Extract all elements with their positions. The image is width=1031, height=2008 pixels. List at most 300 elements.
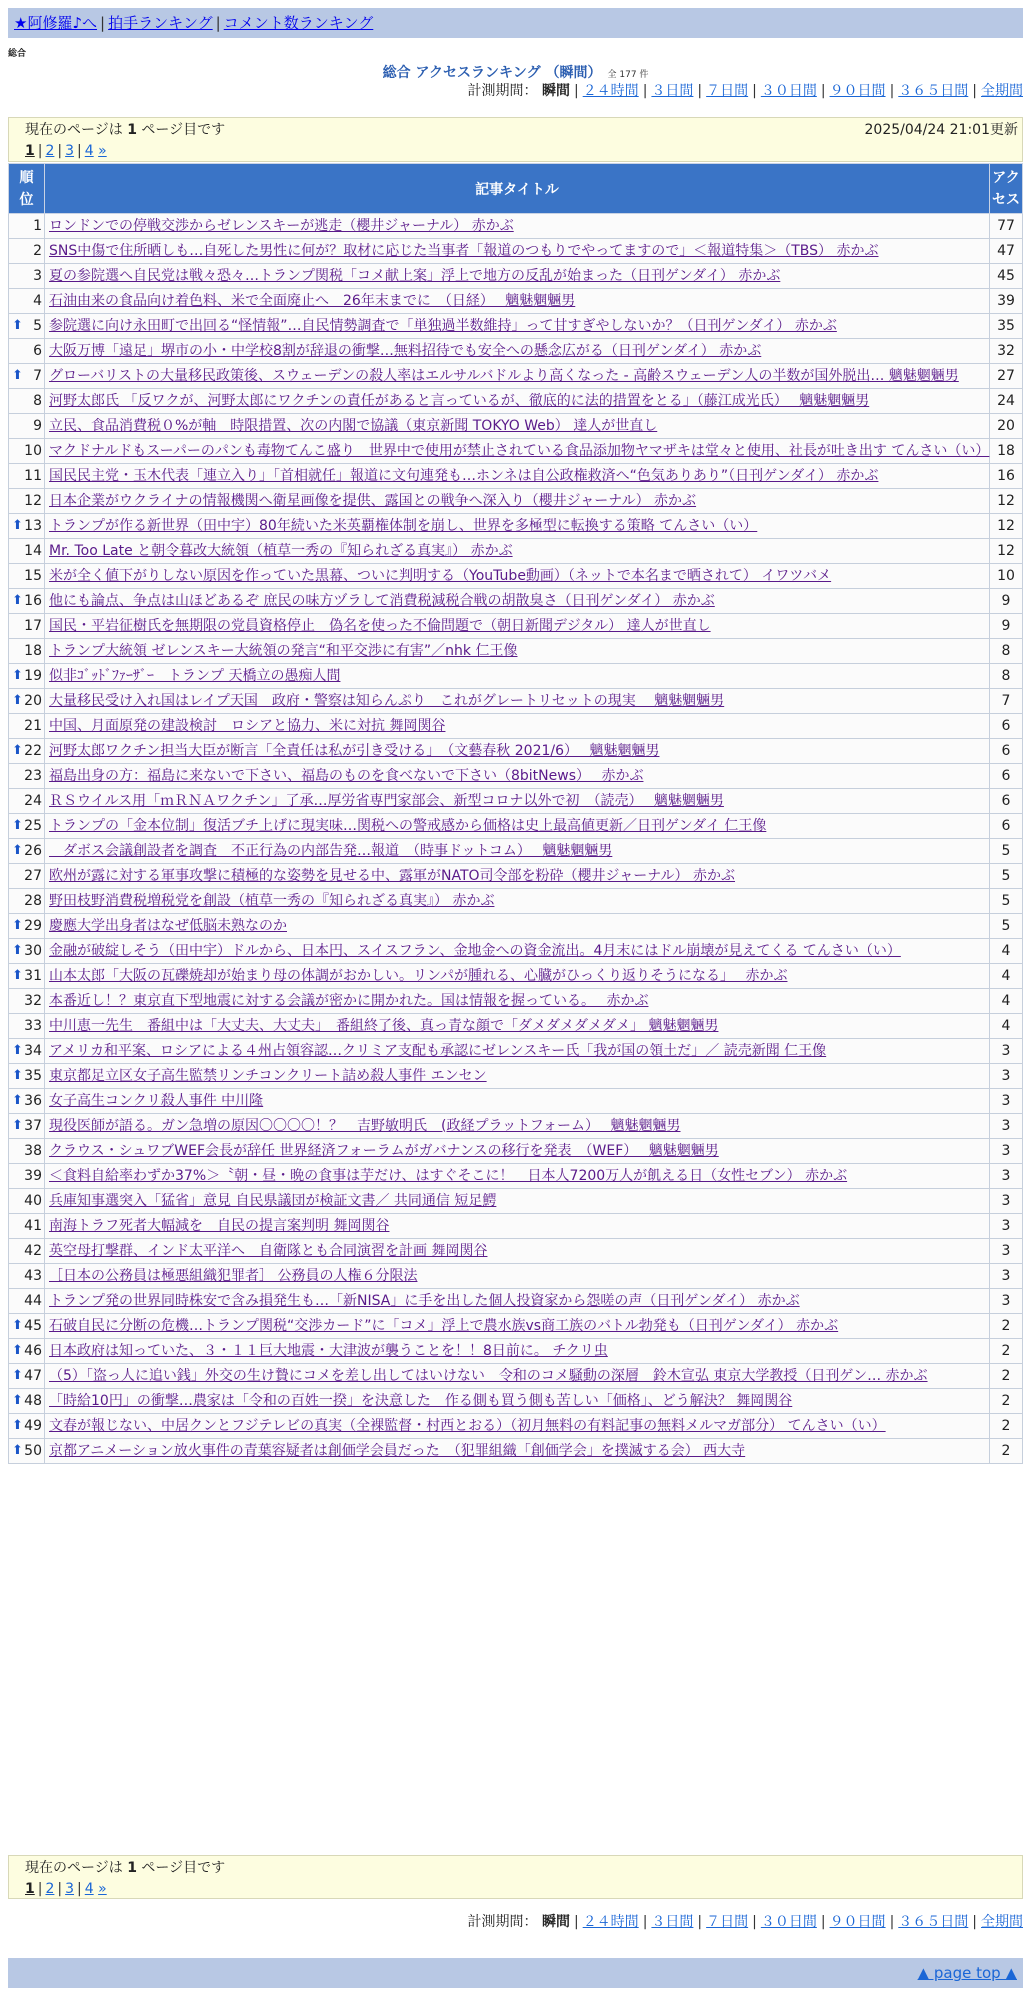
period-link[interactable]: ７日間: [706, 83, 749, 99]
title-cell: [45, 1339, 990, 1364]
access-count: 2: [990, 1339, 1023, 1364]
rank-number: 34: [24, 1043, 42, 1059]
table-row: [9, 239, 1023, 264]
table-row: [9, 864, 1023, 889]
article-link[interactable]: ［日本の公務員は極悪組織犯罪者］ 公務員の人権６分限法: [49, 1268, 418, 1284]
updated-timestamp: 2025/04/24 21:01更新: [864, 122, 1018, 138]
pagination-box-top: [8, 117, 1023, 162]
rank-number: 47: [24, 1368, 42, 1384]
current-page-line: [25, 120, 1006, 141]
period-separator: |: [889, 1914, 895, 1930]
rank-cell: [9, 1039, 45, 1064]
table-row: [9, 889, 1023, 914]
period-separator: |: [972, 83, 977, 99]
table-row: [9, 389, 1023, 414]
article-link[interactable]: 中国、月面原発の建設検討 ロシアと協力、米に対抗 舞岡関谷: [49, 718, 446, 734]
article-link[interactable]: 日本企業がウクライナの情報機関へ衛星画像を提供、露国との戦争へ深入り（櫻井ジャーナル） 赤かぶ: [49, 493, 697, 509]
article-link[interactable]: 参院選に向け永田町で出回る“怪情報”…自民情勢調査で「単独過半数維持」って甘すぎやしないか？（日刊ゲンダイ） 赤かぶ: [49, 318, 837, 334]
title-cell: [45, 1014, 990, 1039]
article-link[interactable]: 国民民主党・玉木代表「連立入り」「首相就任」報道に文句連発も…ホンネは自公政権救済へ“色気ありあり”（日刊ゲンダイ） 赤かぶ: [49, 468, 879, 484]
title-cell: [45, 314, 990, 339]
period-separator: |: [573, 1914, 579, 1930]
article-link[interactable]: （5）「盗っ人に追い銭」外交の生け贄にコメを差し出してはいけない 令和のコメ騒動の深層 鈴木宣弘 東京大学教授（日刊ゲン… 赤かぶ: [49, 1368, 928, 1384]
ranking-title-row: [8, 62, 1023, 82]
article-link[interactable]: 慶應大学出身者はなぜ低脳未熟なのか: [49, 918, 287, 934]
table-row: [9, 1339, 1023, 1364]
bottom-bar: [8, 1958, 1023, 1988]
rank-number: 33: [24, 1018, 42, 1034]
article-link[interactable]: トランプ大統領 ゼレンスキー大統領の発言“和平交渉に有害”／nhk 仁王像: [49, 643, 518, 659]
up-arrow-icon: ⬆: [12, 918, 23, 933]
access-count: 3: [990, 1289, 1023, 1314]
access-count: 77: [990, 214, 1023, 239]
article-link[interactable]: 京都アニメーション放火事件の青葉容疑者は創価学会員だった （犯罪組織「創価学会」を撲滅する会） 西大寺: [49, 1443, 746, 1459]
table-row: [9, 1114, 1023, 1139]
page-link[interactable]: 3: [65, 143, 75, 159]
article-link[interactable]: 石油由来の食品向け着色料、米で全面廃止へ 26年末までに （日経） 魑魅魍魎男: [49, 293, 576, 309]
table-row: [9, 289, 1023, 314]
article-link[interactable]: 米が全く値下がりしない原因を作っていた黒幕、ついに判明する（YouTube動画）（ネットで本名まで晒されて） イワツバメ: [49, 568, 832, 584]
article-link[interactable]: トランプ発の世界同時株安で含み損発生も…「新NISA」に手を出した個人投資家から怨嗟の声（日刊ゲンダイ） 赤かぶ: [49, 1293, 800, 1309]
article-link[interactable]: 野田枝野消費税増税党を創設（植草一秀の『知られざる真実』） 赤かぶ: [49, 893, 495, 909]
access-count: 5: [990, 889, 1023, 914]
rank-cell: [9, 864, 45, 889]
rank-cell: [9, 964, 45, 989]
rank-number: 11: [24, 468, 42, 484]
period-separator: |: [697, 83, 703, 99]
access-count: 8: [990, 639, 1023, 664]
rank-cell: [9, 1314, 45, 1339]
rank-number: 23: [24, 768, 42, 784]
rank-number: 21: [24, 718, 42, 734]
rank-number: 20: [24, 693, 42, 709]
rank-number: 17: [24, 618, 42, 634]
article-link[interactable]: ダボス会議創設者を調査 不正行為の内部告発…報道 （時事ドットコム） 魑魅魍魎男: [49, 843, 613, 859]
article-link[interactable]: グローバリストの大量移民政策後、スウェーデンの殺人率はエルサルバドルより高くなった - 高齢スウェーデン人の半数が国外脱出… 魑魅魍魎男: [49, 368, 959, 384]
rank-cell: [9, 1064, 45, 1089]
access-count: 2: [990, 1364, 1023, 1389]
rank-number: 2: [33, 243, 42, 259]
article-link[interactable]: 大量移民受け入れ国はレイプ天国 政府・警察は知らんぷり これがグレートリセットの現実 魑魅魍魎男: [49, 693, 725, 709]
access-count: 5: [990, 864, 1023, 889]
page-top-link[interactable]: ▲ page top ▲: [917, 1964, 1017, 1982]
title-cell: [45, 1239, 990, 1264]
article-link[interactable]: Mr. Too Late と朝令暮改大統領（植草一秀の『知られざる真実』） 赤かぶ: [49, 543, 513, 559]
title-cell: [45, 389, 990, 414]
access-count: 3: [990, 1264, 1023, 1289]
up-arrow-icon: ⬆: [12, 318, 23, 333]
title-cell: [45, 339, 990, 364]
rank-cell: [9, 1114, 45, 1139]
up-arrow-icon: ⬆: [12, 818, 23, 833]
article-link[interactable]: 立民、食品消費税０%が軸 時限措置、次の内閣で協議（東京新聞 TOKYO Web） 達人が世直し: [49, 418, 658, 434]
rank-cell: [9, 1214, 45, 1239]
article-link[interactable]: 女子高生コンクリ殺人事件 中川隆: [49, 1093, 264, 1109]
rank-number: 9: [33, 418, 42, 434]
current-page-text: 現在のページは: [25, 122, 123, 138]
title-cell: [45, 514, 990, 539]
table-row: [9, 1139, 1023, 1164]
access-count: 47: [990, 239, 1023, 264]
title-cell: [45, 914, 990, 939]
up-arrow-icon: ⬆: [12, 1393, 23, 1408]
title-cell: [45, 814, 990, 839]
article-link[interactable]: 中川恵一先生 番組中は「大丈夫、大丈夫」 番組終了後、真っ青な顔で「ダメダメダメダメ」 魑魅魍魎男: [49, 1018, 719, 1034]
rank-cell: [9, 1364, 45, 1389]
article-link[interactable]: 現役医師が語る。ガン急増の原因〇〇〇〇！？ 吉野敏明氏 (政経プラットフォーム） 魑魅魍魎男: [49, 1118, 681, 1134]
article-link[interactable]: 文春が報じない、中居クンとフジテレビの真実（全裸監督・村西とおる）（初月無料の有料記事の無料メルマガ部分） てんさい（い）: [49, 1418, 886, 1434]
page-next-link[interactable]: »: [98, 143, 107, 159]
access-count: 6: [990, 714, 1023, 739]
rank-number: 32: [24, 993, 42, 1009]
table-row: [9, 914, 1023, 939]
up-arrow-icon: ⬆: [12, 593, 23, 608]
rank-number: 49: [24, 1418, 42, 1434]
article-link[interactable]: ＜食料自給率わずか37%＞〝朝・昼・晩の食事は芋だけ、はすぐそこに！ 日本人7200万人が飢える日（女性セブン） 赤かぶ: [49, 1168, 848, 1184]
title-cell: [45, 1314, 990, 1339]
title-cell: [45, 1289, 990, 1314]
access-count: 20: [990, 414, 1023, 439]
table-row: [9, 264, 1023, 289]
pagination-box-bottom: [8, 1855, 1023, 1899]
period-prefix: 計測期間：: [467, 83, 538, 99]
access-count: 7: [990, 689, 1023, 714]
title-cell: [45, 964, 990, 989]
rank-cell: [9, 839, 45, 864]
title-cell: [45, 539, 990, 564]
page-separator: |: [57, 1881, 63, 1897]
rank-number: 38: [24, 1143, 42, 1159]
page-separator: |: [57, 143, 63, 159]
article-link[interactable]: 英空母打撃群、インド太平洋へ 自衛隊とも合同演習を計画 舞岡関谷: [49, 1243, 488, 1259]
article-link[interactable]: 国民・平岩征樹氏を無期限の党員資格停止 偽名を使った不倫問題で（朝日新聞デジタル） 達人が世直し: [49, 618, 711, 634]
section-label: 総合: [8, 49, 27, 59]
article-link[interactable]: 山本太郎「大阪の瓦礫焼却が始まり母の体調がおかしい。リンパが腫れる、心臓がひっくり返りそうになる」 赤かぶ: [49, 968, 788, 984]
current-page-line: [25, 1858, 1006, 1879]
table-row: [9, 764, 1023, 789]
page-link[interactable]: 3: [65, 1881, 75, 1897]
period-separator: |: [820, 83, 826, 99]
title-cell: [45, 639, 990, 664]
rank-number: 15: [24, 568, 42, 584]
access-count: 32: [990, 339, 1023, 364]
period-link[interactable]: ３日間: [651, 1914, 694, 1930]
period-current: 瞬間: [541, 83, 570, 99]
up-arrow-icon: ⬆: [12, 693, 23, 708]
rank-number: 31: [24, 968, 42, 984]
period-separator: |: [889, 83, 895, 99]
access-count: 4: [990, 964, 1023, 989]
table-row: [9, 689, 1023, 714]
article-link[interactable]: SNS中傷で住所晒しも…自死した男性に何が？取材に応じた当事者「報道のつもりでやってますので」＜報道特集＞（TBS） 赤かぶ: [49, 243, 879, 259]
access-count: 18: [990, 439, 1023, 464]
rank-cell: [9, 214, 45, 239]
rank-cell: [9, 1339, 45, 1364]
page-link-current: 1: [25, 1881, 35, 1897]
article-link[interactable]: 大阪万博「遠足」堺市の小・中学校8割が辞退の衝撃…無料招待でも安全への懸念広がる（日刊ゲンダイ） 赤かぶ: [49, 343, 762, 359]
rank-number: 42: [24, 1243, 42, 1259]
period-separator: |: [642, 1914, 648, 1930]
access-count: 12: [990, 489, 1023, 514]
title-cell: [45, 414, 990, 439]
access-count: 3: [990, 1089, 1023, 1114]
rank-number: 22: [24, 743, 42, 759]
rank-cell: [9, 914, 45, 939]
access-count: 3: [990, 1114, 1023, 1139]
table-row: [9, 639, 1023, 664]
period-link[interactable]: ２４時間: [582, 83, 639, 99]
current-page-text: 現在のページは: [25, 1860, 123, 1876]
up-arrow-icon: ⬆: [12, 968, 23, 983]
page-next-link[interactable]: »: [98, 1881, 107, 1897]
table-row: [9, 464, 1023, 489]
article-link[interactable]: 兵庫知事選突入「猛省」意見 自民県議団が検証文書／ 共同通信 短足鰐: [49, 1193, 497, 1209]
title-cell: [45, 1114, 990, 1139]
article-link[interactable]: 似非ｺﾞｯﾄﾞﾌｧｰｻﾞｰ トランプ 天橋立の愚痴人間: [49, 668, 341, 684]
rank-number: 35: [24, 1068, 42, 1084]
period-link[interactable]: ３０日間: [760, 83, 817, 99]
rank-cell: [9, 814, 45, 839]
table-row: [9, 1314, 1023, 1339]
access-count: 3: [990, 1214, 1023, 1239]
rank-number: 26: [24, 843, 42, 859]
up-arrow-icon: ⬆: [12, 1418, 23, 1433]
period-prefix: 計測期間：: [467, 1914, 538, 1930]
access-count: 12: [990, 514, 1023, 539]
period-link[interactable]: ７日間: [706, 1914, 749, 1930]
period-link[interactable]: 全期間: [981, 83, 1023, 99]
rank-cell: [9, 664, 45, 689]
title-cell: [45, 1089, 990, 1114]
rank-cell: [9, 589, 45, 614]
table-row: [9, 714, 1023, 739]
rank-cell: [9, 489, 45, 514]
period-separator: |: [752, 83, 757, 99]
title-cell: [45, 289, 990, 314]
article-link[interactable]: 河野太郎ワクチン担当大臣が断言「全責任は私が引き受ける」 （文藝春秋 2021/6） 魑魅魍魎男: [49, 743, 660, 759]
title-cell: [45, 714, 990, 739]
table-row: [9, 339, 1023, 364]
article-link[interactable]: 金融が破綻しそう（田中宇）ドルから、日本円、スイスフラン、金地金への資金流出。4月末にはドル崩壊が見えてくる てんさい（い）: [49, 943, 901, 959]
title-cell: [45, 364, 990, 389]
article-link[interactable]: 他にも論点、争点は山ほどあるぞ 庶民の味方ヅラして消費税減税合戦の胡散臭さ（日刊ゲンダイ） 赤かぶ: [49, 593, 715, 609]
title-cell: [45, 1039, 990, 1064]
rank-number: 40: [24, 1193, 42, 1209]
period-link[interactable]: ９０日間: [829, 1914, 886, 1930]
rank-number: 5: [33, 318, 42, 334]
article-link[interactable]: 夏の参院選へ自民党は戦々恐々…トランプ関税「コメ献上案」浮上で地方の反乱が始まった（日刊ゲンダイ） 赤かぶ: [49, 268, 781, 284]
article-link[interactable]: 河野太郎氏 「反ワクが、河野太郎にワクチンの責任があると言っているが、徹底的に法的措置をとる」（藤江成光氏） 魑魅魍魎男: [49, 393, 870, 409]
rank-number: 10: [24, 443, 42, 459]
article-link[interactable]: 「時給10円」の衝撃…農家は「令和の百姓一揆」を決意した 作る側も買う側も苦しい「価格」、どう解決？ 舞岡関谷: [49, 1393, 793, 1409]
table-row: [9, 739, 1023, 764]
title-cell: [45, 1164, 990, 1189]
nav-link-comment-ranking[interactable]: コメント数ランキング: [223, 14, 374, 32]
rank-cell: [9, 764, 45, 789]
title-cell: [45, 789, 990, 814]
access-count: 8: [990, 664, 1023, 689]
page-links: [25, 1879, 1006, 1900]
up-arrow-icon: ⬆: [12, 1443, 23, 1458]
page-separator: |: [77, 1881, 82, 1897]
title-cell: [45, 1139, 990, 1164]
article-link[interactable]: ロンドンでの停戦交渉からゼレンスキーが逃走（櫻井ジャーナル） 赤かぶ: [49, 218, 514, 234]
article-link[interactable]: ＲＳウイルス用「ｍＲＮＡワクチン」了承…厚労省専門家部会、新型コロナ以外で初 （読売） 魑魅魍魎男: [49, 793, 724, 809]
table-row: [9, 1239, 1023, 1264]
title-cell: [45, 589, 990, 614]
article-link[interactable]: 日本政府は知っていた、３・１１巨大地震・大津波が襲うことを！！8日前に。 チクリ虫: [49, 1343, 608, 1359]
access-count: 16: [990, 464, 1023, 489]
table-row: [9, 789, 1023, 814]
table-row: [9, 664, 1023, 689]
table-row: [9, 489, 1023, 514]
table-row: [9, 1039, 1023, 1064]
period-link[interactable]: 全期間: [981, 1914, 1023, 1930]
access-count: 3: [990, 1064, 1023, 1089]
title-cell: [45, 489, 990, 514]
period-link[interactable]: ２４時間: [582, 1914, 639, 1930]
title-cell: [45, 839, 990, 864]
title-cell: [45, 864, 990, 889]
article-link[interactable]: 東京都足立区女子高生監禁リンチコンクリート詰め殺人事件 エンセン: [49, 1068, 487, 1084]
rank-cell: [9, 1414, 45, 1439]
nav-link-asyura[interactable]: ★阿修羅♪へ: [14, 14, 98, 32]
current-page-number: 1: [127, 122, 137, 138]
table-row: [9, 364, 1023, 389]
article-link[interactable]: マクドナルドもスーパーのパンも毒物てんこ盛り 世界中で使用が禁止されている食品添加物ヤマザキは堂々と使用、社長が吐き出す てんさい（い）: [49, 443, 990, 459]
title-cell: [45, 939, 990, 964]
period-separator: |: [752, 1914, 757, 1930]
rank-number: 27: [24, 868, 42, 884]
period-selector-bottom: [468, 1911, 1023, 1931]
page-links: [25, 141, 1006, 162]
table-row: [9, 214, 1023, 239]
rank-number: 41: [24, 1218, 42, 1234]
table-row: [9, 1264, 1023, 1289]
rank-cell: [9, 1264, 45, 1289]
rank-number: 7: [33, 368, 42, 384]
period-link[interactable]: ９０日間: [829, 83, 886, 99]
article-link[interactable]: 石破自民に分断の危機…トランプ関税“交渉カード”に「コメ」浮上で農水族vs商工族のバトル勃発も（日刊ゲンダイ） 赤かぶ: [49, 1318, 839, 1334]
table-row: [9, 614, 1023, 639]
page-link[interactable]: 2: [45, 143, 55, 159]
article-link[interactable]: 欧州が露に対する軍事攻撃に積極的な姿勢を見せる中、露軍がNATO司令部を粉砕（櫻井ジャーナル） 赤かぶ: [49, 868, 736, 884]
article-link[interactable]: 本番近し！？東京直下型地震に対する会議が密かに開かれた。国は情報を握っている。 赤かぶ: [49, 993, 649, 1009]
rank-cell: [9, 464, 45, 489]
title-cell: [45, 1439, 990, 1464]
current-page-number: 1: [127, 1860, 137, 1876]
rank-cell: [9, 889, 45, 914]
article-link[interactable]: クラウス・シュワブWEF会長が辞任 世界経済フォーラムがガバナンスの移行を発表 （WEF） 魑魅魍魎男: [49, 1143, 719, 1159]
access-count: 4: [990, 1014, 1023, 1039]
period-selector-top: [468, 80, 1023, 100]
rank-number: 19: [24, 668, 42, 684]
rank-cell: [9, 239, 45, 264]
rank-cell: [9, 1139, 45, 1164]
up-arrow-icon: ⬆: [12, 518, 23, 533]
period-separator: |: [642, 83, 648, 99]
page-link-current: 1: [25, 143, 35, 159]
title-cell: [45, 1189, 990, 1214]
total-count: 全 177 件: [607, 70, 649, 80]
rank-number: 6: [33, 343, 42, 359]
rank-number: 24: [24, 793, 42, 809]
rank-number: 45: [24, 1318, 42, 1334]
period-link[interactable]: ３６５日間: [898, 1914, 969, 1930]
rank-number: 50: [24, 1443, 42, 1459]
table-row: [9, 814, 1023, 839]
article-link[interactable]: アメリカ和平案、ロシアによる４州占領容認…クリミア支配も承認にゼレンスキー氏「我が国の領土だ」／ 読売新聞 仁王像: [49, 1043, 827, 1059]
title-cell: [45, 1389, 990, 1414]
table-row: [9, 939, 1023, 964]
rank-number: 16: [24, 593, 42, 609]
page-link[interactable]: 4: [84, 1881, 94, 1897]
rank-number: 18: [24, 643, 42, 659]
period-link[interactable]: ３日間: [651, 83, 694, 99]
access-count: 45: [990, 264, 1023, 289]
nav-separator: |: [215, 14, 221, 32]
access-count: 3: [990, 1164, 1023, 1189]
column-header-title: 記事タイトル: [45, 164, 990, 214]
rank-cell: [9, 789, 45, 814]
title-cell: [45, 1214, 990, 1239]
access-count: 2: [990, 1389, 1023, 1414]
up-arrow-icon: ⬆: [12, 1368, 23, 1383]
rank-cell: [9, 264, 45, 289]
nav-link-applause-ranking[interactable]: 拍手ランキング: [108, 14, 213, 32]
table-row: [9, 314, 1023, 339]
page-separator: |: [37, 1881, 43, 1897]
rank-cell: [9, 1439, 45, 1464]
article-link[interactable]: 南海トラフ死者大幅減を 自民の提言案判明 舞岡関谷: [49, 1218, 390, 1234]
period-link[interactable]: ３６５日間: [898, 83, 969, 99]
article-link[interactable]: トランプが作る新世界（田中宇）80年続いた米英覇権体制を崩し、世界を多極型に転換する策略 てんさい（い）: [49, 518, 758, 534]
table-row: [9, 514, 1023, 539]
article-link[interactable]: トランプの「金本位制」復活ブチ上げに現実味…関税への警戒感から価格は史上最高値更新／日刊ゲンダイ 仁王像: [49, 818, 767, 834]
column-header-access: アクセス: [990, 164, 1023, 214]
table-row: [9, 1389, 1023, 1414]
page-link[interactable]: 4: [84, 143, 94, 159]
current-page-text-after: ページ目です: [141, 1860, 226, 1876]
up-arrow-icon: ⬆: [12, 1118, 23, 1133]
rank-cell: [9, 514, 45, 539]
period-separator: |: [697, 1914, 703, 1930]
rank-number: 8: [33, 393, 42, 409]
access-count: 5: [990, 839, 1023, 864]
rank-number: 46: [24, 1343, 42, 1359]
access-count: 3: [990, 1239, 1023, 1264]
rank-number: 14: [24, 543, 42, 559]
rank-cell: [9, 289, 45, 314]
title-cell: [45, 889, 990, 914]
page-title: 総合 アクセスランキング （瞬間）: [382, 65, 602, 81]
article-link[interactable]: 福島出身の方：福島に来ないで下さい、福島のものを食べないで下さい（8bitNews） 赤かぶ: [49, 768, 644, 784]
period-link[interactable]: ３０日間: [760, 1914, 817, 1930]
rank-cell: [9, 614, 45, 639]
access-count: 6: [990, 789, 1023, 814]
rank-cell: [9, 639, 45, 664]
rank-cell: [9, 1164, 45, 1189]
access-count: 6: [990, 739, 1023, 764]
page-link[interactable]: 2: [45, 1881, 55, 1897]
title-cell: [45, 1064, 990, 1089]
rank-cell: [9, 1389, 45, 1414]
access-count: 9: [990, 589, 1023, 614]
rank-number: 44: [24, 1293, 42, 1309]
table-row: [9, 1014, 1023, 1039]
up-arrow-icon: ⬆: [12, 668, 23, 683]
rank-cell: [9, 689, 45, 714]
